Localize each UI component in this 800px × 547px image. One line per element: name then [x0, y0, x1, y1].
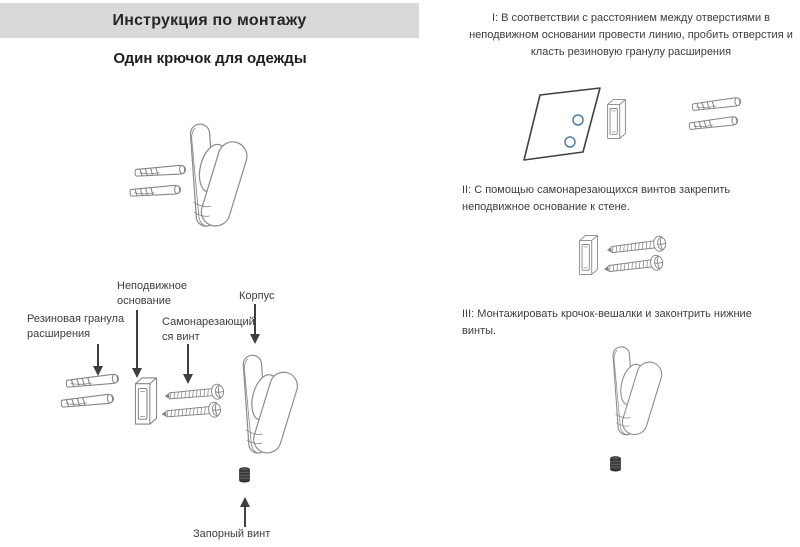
label-line: Резиновая гранула: [27, 313, 125, 325]
page-subtitle: Один крючок для одежды: [113, 50, 307, 67]
screw-icon: [606, 236, 667, 258]
label-line: Самонарезающий: [162, 316, 255, 328]
wall-plug-icon: [689, 116, 738, 130]
arrow-up-icon: [239, 497, 251, 527]
step-3-text: III: Монтажировать крочок-вешалки и законтрить нижние винты.: [462, 308, 752, 338]
fixed-base-icon: [580, 236, 598, 275]
page-title: Инструкция по монтажу: [112, 11, 307, 29]
label-line: Неподвижное: [117, 280, 187, 292]
set-screw-icon: [238, 466, 251, 484]
hook-body-icon: [613, 346, 665, 437]
screw-icon: [164, 384, 224, 404]
label-line: Запорный винт: [193, 528, 271, 540]
step-3-illustration: [590, 342, 670, 442]
label-line: Корпус: [239, 290, 275, 302]
wall-plug-icon: [66, 374, 119, 388]
label-body: [239, 289, 274, 304]
set-screw-icon: [609, 455, 622, 473]
wall-plug-icon: [135, 165, 186, 177]
screw-icon: [161, 402, 221, 422]
hook-body-icon: [243, 355, 301, 457]
hook-body-icon: [190, 123, 251, 229]
main-hook-illustration: [118, 103, 303, 243]
marked-plate-icon: [524, 88, 600, 160]
wall-plug-icon: [692, 97, 741, 111]
label-line: основание: [117, 294, 171, 307]
wall-plug-icon: [130, 185, 181, 197]
step-1-illustration: [518, 83, 758, 168]
wall-plug-icon: [61, 394, 114, 408]
step-2-text: II: С помощью самонарезающихся винтов закрепить неподвижное основание к стене.: [462, 184, 731, 214]
fixed-base-icon: [608, 100, 626, 139]
screw-icon: [603, 255, 664, 277]
label-line: ся винт: [162, 330, 200, 343]
step-2-illustration: [574, 228, 686, 284]
step-1-text: I: В соответствии с расстоянием между отверстиями в неподвижном основании провести линию, пробить отверстия и класть резиновую гранулу расширения: [469, 12, 793, 59]
fixed-base-icon: [135, 378, 156, 424]
exploded-parts-illustration: [40, 338, 322, 498]
label-line: расширения: [27, 327, 91, 340]
label-fixed-base: [117, 279, 187, 309]
page-header-bar: [0, 3, 419, 38]
label-locking-screw: [193, 527, 270, 542]
